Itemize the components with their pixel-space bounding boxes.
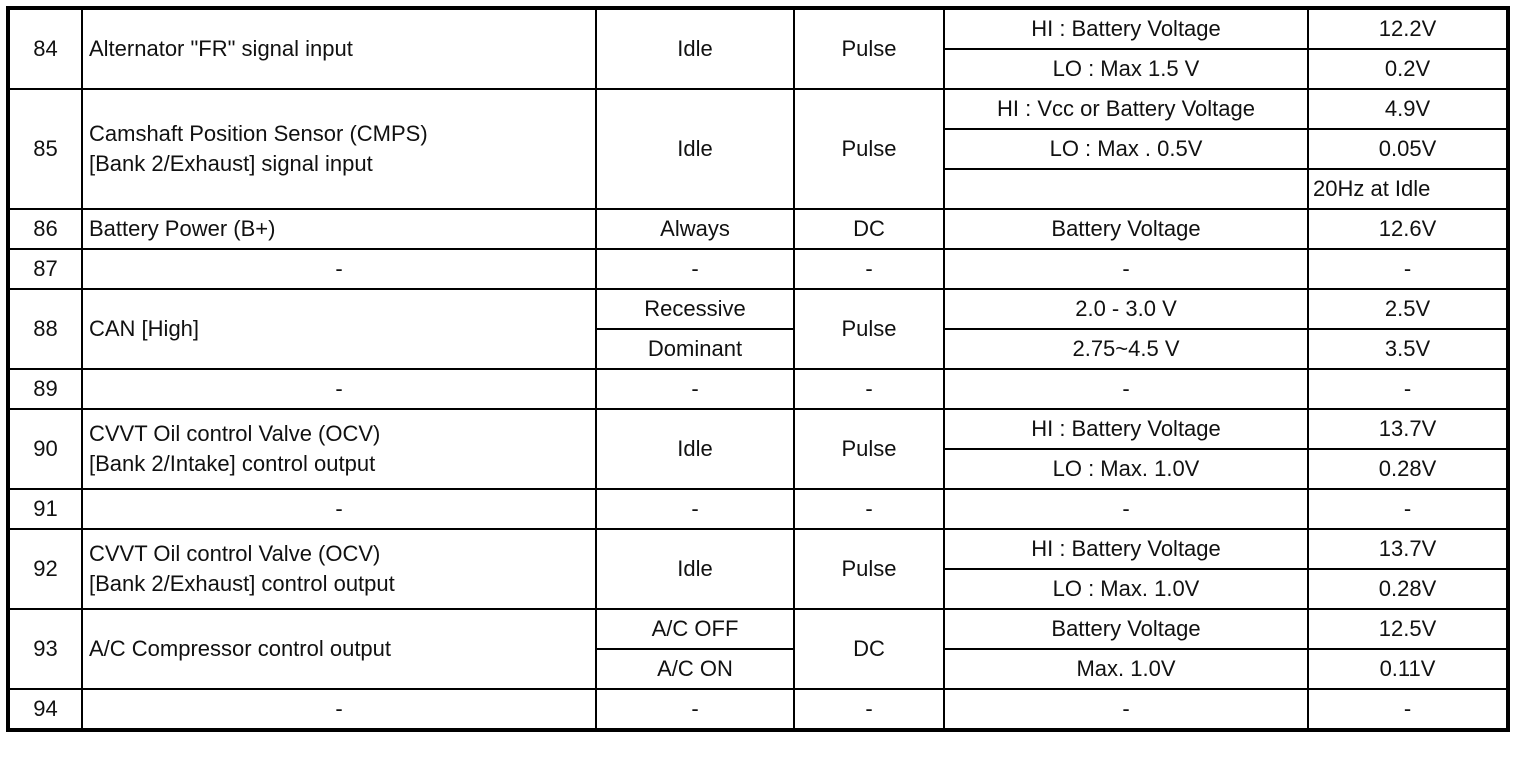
table-row — [8, 249, 1508, 289]
signal-type: DC — [794, 209, 944, 249]
measured-value: 2.5V — [1308, 289, 1508, 329]
pin-description: Battery Power (B+) — [82, 209, 596, 249]
table-row — [8, 529, 1508, 569]
description-line: Camshaft Position Sensor (CMPS) — [89, 121, 428, 146]
specification: 2.0 - 3.0 V — [944, 289, 1308, 329]
signal-type: Pulse — [794, 529, 944, 609]
pin-description: - — [82, 249, 596, 289]
check-condition: Recessive — [596, 289, 794, 329]
table-row — [8, 89, 1508, 129]
pin-number: 92 — [8, 529, 82, 609]
specification: HI : Battery Voltage — [944, 8, 1308, 49]
measured-value: 0.11V — [1308, 649, 1508, 689]
measured-value: 0.28V — [1308, 449, 1508, 489]
pin-description — [82, 409, 596, 489]
signal-type: - — [794, 689, 944, 730]
measured-value: - — [1308, 369, 1508, 409]
measured-value: - — [1308, 689, 1508, 730]
measured-value: 3.5V — [1308, 329, 1508, 369]
pin-description: A/C Compressor control output — [82, 609, 596, 689]
specification: Battery Voltage — [944, 609, 1308, 649]
pin-table-container — [6, 6, 1510, 732]
pin-description: - — [82, 489, 596, 529]
pin-number: 86 — [8, 209, 82, 249]
specification: HI : Battery Voltage — [944, 409, 1308, 449]
description-line: [Bank 2/Exhaust] signal input — [89, 151, 373, 176]
check-condition: - — [596, 689, 794, 730]
ecm-pin-table — [6, 6, 1510, 732]
check-condition: Idle — [596, 409, 794, 489]
pin-number: 90 — [8, 409, 82, 489]
pin-description — [82, 89, 596, 209]
measured-value: 12.6V — [1308, 209, 1508, 249]
pin-description — [82, 8, 596, 89]
specification: - — [944, 489, 1308, 529]
pin-description: - — [82, 689, 596, 730]
signal-type: Pulse — [794, 89, 944, 209]
pin-description — [82, 529, 596, 609]
measured-value: 0.2V — [1308, 49, 1508, 89]
specification: - — [944, 369, 1308, 409]
specification — [944, 169, 1308, 209]
check-condition: - — [596, 249, 794, 289]
specification: Max. 1.0V — [944, 649, 1308, 689]
table-row — [8, 489, 1508, 529]
specification: - — [944, 689, 1308, 730]
signal-type: - — [794, 369, 944, 409]
description-line: [Bank 2/Exhaust] control output — [89, 571, 395, 596]
pin-number: 88 — [8, 289, 82, 369]
specification: HI : Battery Voltage — [944, 529, 1308, 569]
description-line: Alternator "FR" signal input — [89, 36, 353, 61]
signal-type: Pulse — [794, 8, 944, 89]
pin-description: - — [82, 369, 596, 409]
pin-description: CAN [High] — [82, 289, 596, 369]
table-row — [8, 409, 1508, 449]
table-row — [8, 8, 1508, 49]
table-row — [8, 609, 1508, 649]
signal-type: Pulse — [794, 289, 944, 369]
measured-value: 0.05V — [1308, 129, 1508, 169]
pin-number: 89 — [8, 369, 82, 409]
signal-type: Pulse — [794, 409, 944, 489]
pin-number: 91 — [8, 489, 82, 529]
specification: LO : Max. 1.0V — [944, 449, 1308, 489]
measured-value: 12.5V — [1308, 609, 1508, 649]
check-condition: - — [596, 489, 794, 529]
description-line: CVVT Oil control Valve (OCV) — [89, 421, 381, 446]
measured-value: 13.7V — [1308, 409, 1508, 449]
signal-type: DC — [794, 609, 944, 689]
measured-value: 12.2V — [1308, 8, 1508, 49]
check-condition: - — [596, 369, 794, 409]
pin-number: 84 — [8, 8, 82, 89]
specification: LO : Max . 0.5V — [944, 129, 1308, 169]
pin-number: 87 — [8, 249, 82, 289]
measured-value: 20Hz at Idle — [1308, 169, 1508, 209]
measured-value: - — [1308, 249, 1508, 289]
specification: - — [944, 249, 1308, 289]
measured-value: 0.28V — [1308, 569, 1508, 609]
table-row — [8, 689, 1508, 730]
description-line: [Bank 2/Intake] control output — [89, 451, 376, 476]
signal-type: - — [794, 489, 944, 529]
signal-type: - — [794, 249, 944, 289]
measured-value: - — [1308, 489, 1508, 529]
pin-number: 85 — [8, 89, 82, 209]
specification: HI : Vcc or Battery Voltage — [944, 89, 1308, 129]
check-condition: Dominant — [596, 329, 794, 369]
measured-value: 4.9V — [1308, 89, 1508, 129]
check-condition: A/C OFF — [596, 609, 794, 649]
table-row — [8, 209, 1508, 249]
check-condition: Always — [596, 209, 794, 249]
pin-number: 93 — [8, 609, 82, 689]
measured-value: 13.7V — [1308, 529, 1508, 569]
specification: 2.75~4.5 V — [944, 329, 1308, 369]
table-row — [8, 369, 1508, 409]
check-condition: A/C ON — [596, 649, 794, 689]
description-line: CVVT Oil control Valve (OCV) — [89, 541, 381, 566]
table-row — [8, 289, 1508, 329]
check-condition: Idle — [596, 529, 794, 609]
specification: LO : Max. 1.0V — [944, 569, 1308, 609]
check-condition: Idle — [596, 89, 794, 209]
pin-number: 94 — [8, 689, 82, 730]
specification: Battery Voltage — [944, 209, 1308, 249]
check-condition: Idle — [596, 8, 794, 89]
specification: LO : Max 1.5 V — [944, 49, 1308, 89]
